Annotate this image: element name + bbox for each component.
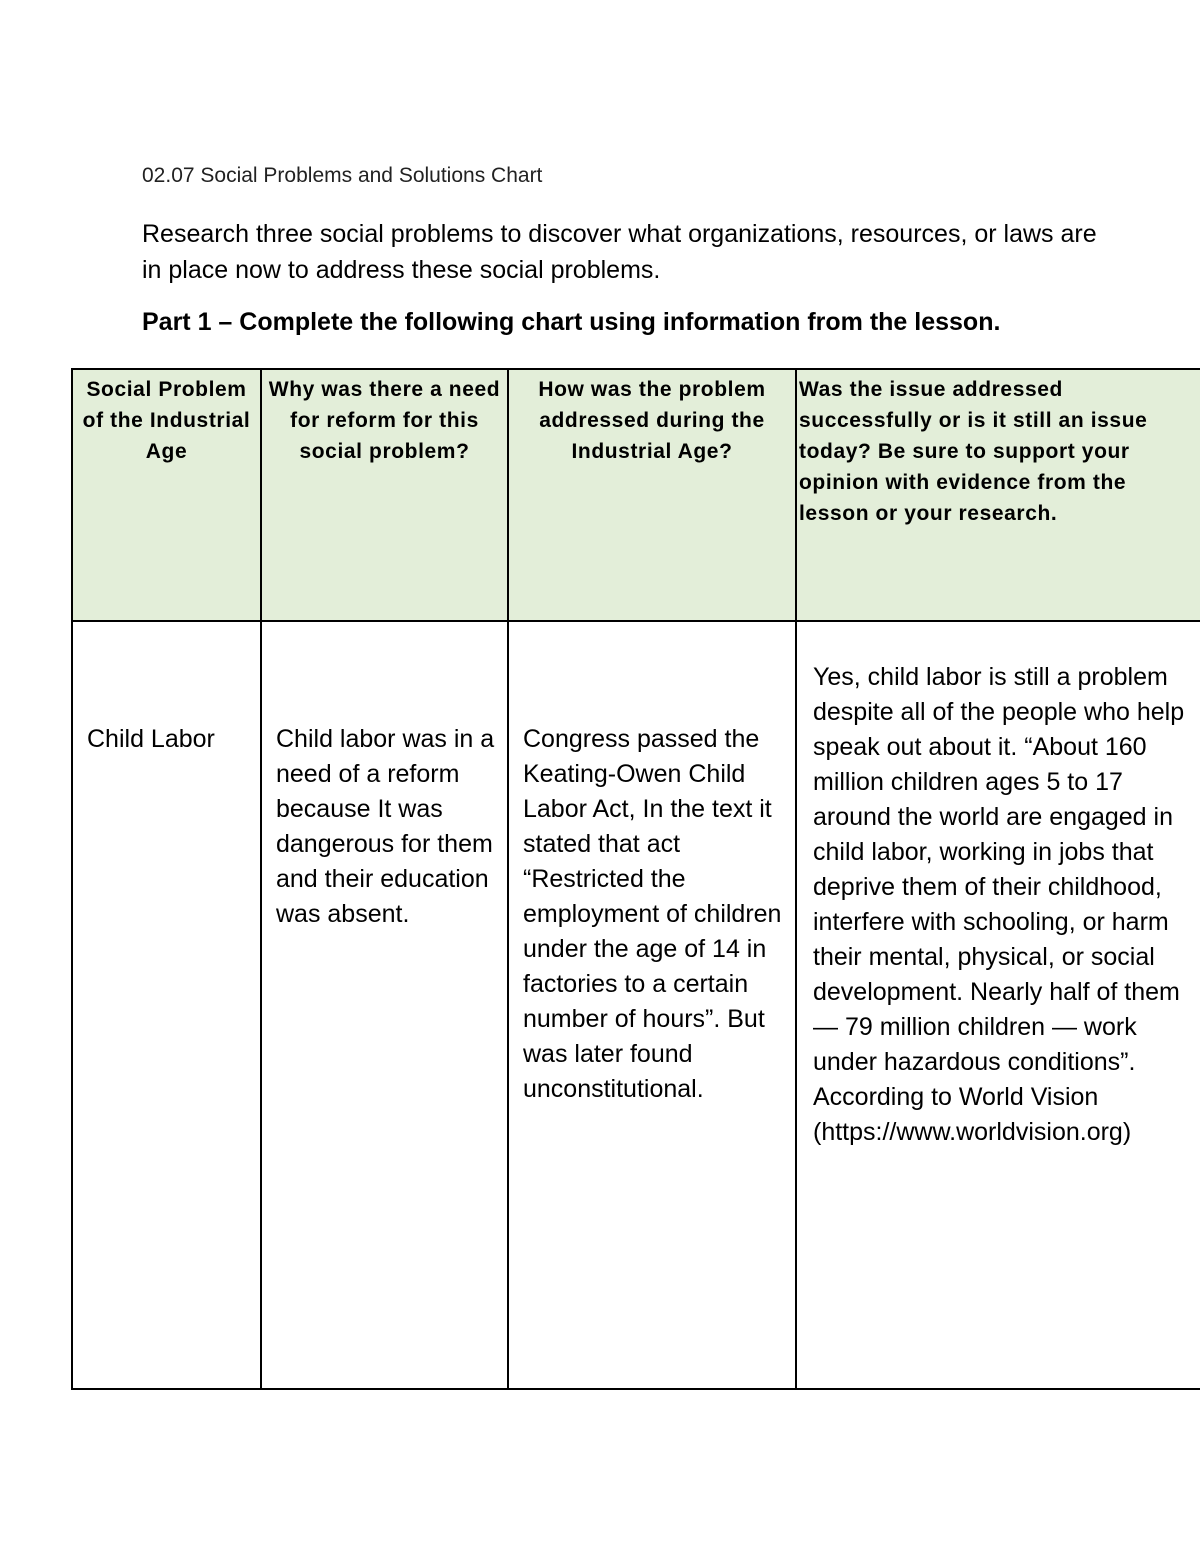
cell-text: Child labor was in a need of a reform because It was dangerous for them and their education was absent. [276,725,495,928]
header-cell-reform-need [261,369,508,621]
header-cell-still-issue [796,369,1200,621]
header-cell-addressed [508,369,796,621]
cell-reform-need [261,621,508,1389]
header-label: Social Problem of the Industrial Age [82,378,251,463]
header-label: How was the problem addressed during the Industrial Age? [538,378,766,463]
table-row [72,621,1200,1389]
part-heading: Part 1 – Complete the following chart using information from the lesson. [142,308,1001,336]
document-title: 02.07 Social Problems and Solutions Chart [142,164,543,187]
header-label: Was the issue addressed successfully or is it still an issue today? Be sure to support your opinion with evidence from the lesson or your research. [799,378,1148,525]
cell-text: Congress passed the Keating-Owen Child Labor Act, In the text it stated that act “Restricted the employment of children under the age of 14 in factories to a certain number of hours”. But was later found unconstitutional. [523,725,782,1103]
header-label: Why was there a need for reform for this social problem? [268,378,501,463]
cell-still-issue [796,621,1200,1389]
cell-addressed [508,621,796,1389]
cell-text: Yes, child labor is still a problem despite all of the people who help speak out about it. “About 160 million children ages 5 to 17 around the world are engaged in child labor, working in jobs that deprive them of their childhood, interfere with schooling, or harm their mental, physical, or social development. Nearly half of them — 79 million children — work under hazardous conditions”. According to World Vision (https://www.worldvision.org) [813,663,1185,1146]
cell-text: Child Labor [87,725,215,753]
header-cell-problem [72,369,261,621]
social-problems-chart [71,368,1200,1390]
intro-paragraph: Research three social problems to discover what organizations, resources, or laws are in place now to address these social problems. [142,220,1097,284]
header-row [72,369,1200,621]
cell-problem [72,621,261,1389]
